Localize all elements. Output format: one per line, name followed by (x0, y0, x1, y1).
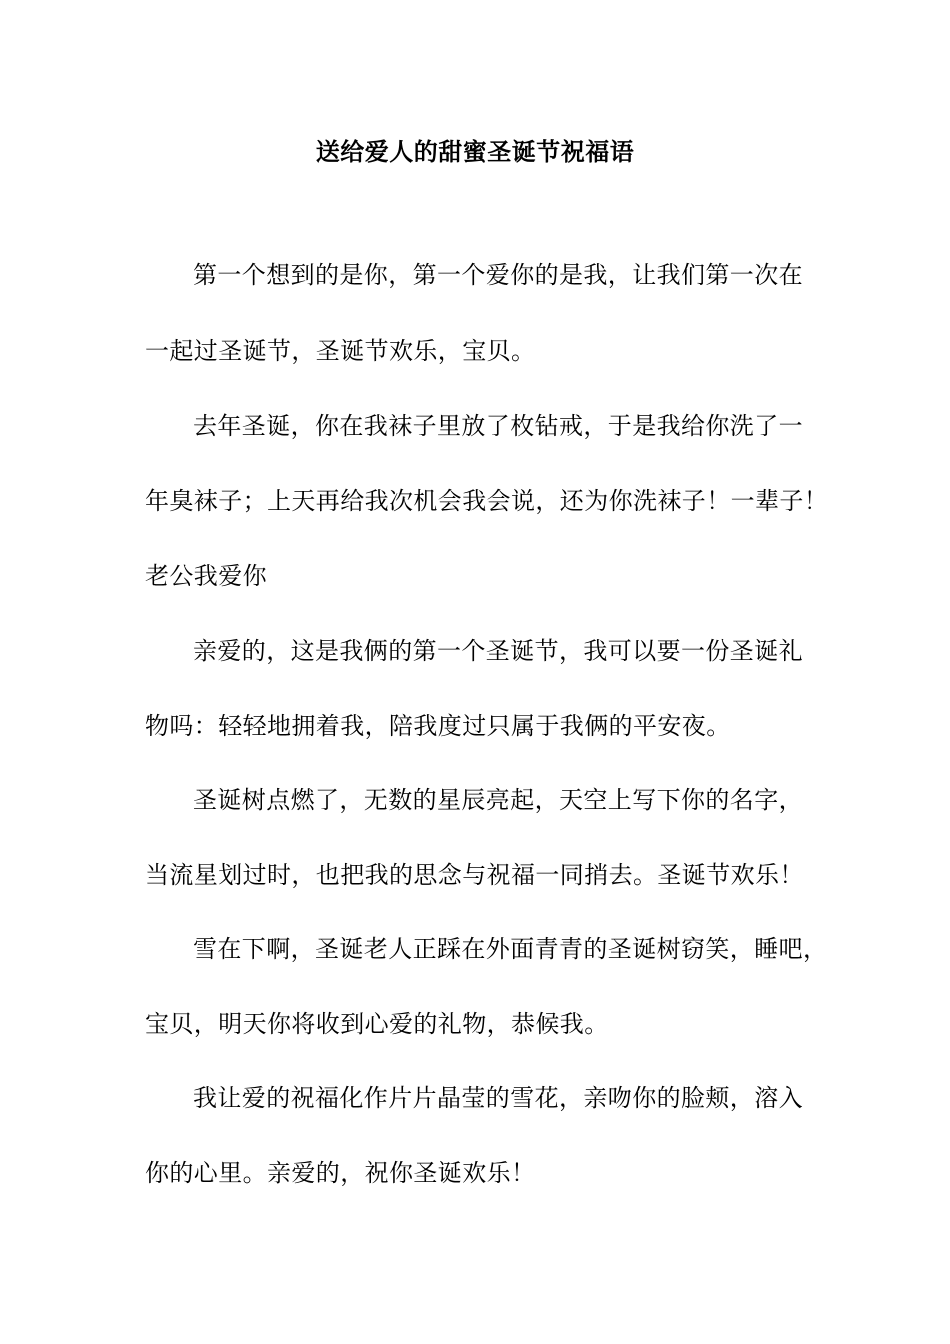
paragraph-2-line-3: 老公我爱你 (145, 562, 267, 590)
paragraph-6-line-1: 我让爱的祝福化作片片晶莹的雪花，亲吻你的脸颊，溶入 (193, 1084, 803, 1112)
document-title: 送给爱人的甜蜜圣诞节祝福语 (315, 137, 635, 166)
paragraph-2-line-2: 年臭袜子；上天再给我次机会我会说，还为你洗袜子！一辈子！ (145, 487, 829, 515)
paragraph-2-line-1: 去年圣诞，你在我袜子里放了枚钻戒，于是我给你洗了一 (193, 412, 803, 440)
paragraph-4-line-2: 当流星划过时，也把我的思念与祝福一同捎去。圣诞节欢乐！ (145, 861, 804, 889)
paragraph-1-line-1: 第一个想到的是你，第一个爱你的是我，让我们第一次在 (193, 261, 803, 289)
paragraph-5-line-2: 宝贝，明天你将收到心爱的礼物，恭候我。 (145, 1010, 609, 1038)
paragraph-6-line-2: 你的心里。亲爱的，祝你圣诞欢乐！ (145, 1159, 536, 1187)
paragraph-3-line-1: 亲爱的，这是我俩的第一个圣诞节，我可以要一份圣诞礼 (193, 637, 803, 665)
paragraph-1-line-2: 一起过圣诞节，圣诞节欢乐，宝贝。 (145, 337, 536, 365)
paragraph-3-line-2: 物吗：轻轻地拥着我，陪我度过只属于我俩的平安夜。 (145, 712, 731, 740)
paragraph-4-line-1: 圣诞树点燃了，无数的星辰亮起，天空上写下你的名字， (193, 786, 803, 814)
paragraph-5-line-1: 雪在下啊，圣诞老人正踩在外面青青的圣诞树窃笑，睡吧， (193, 935, 828, 963)
